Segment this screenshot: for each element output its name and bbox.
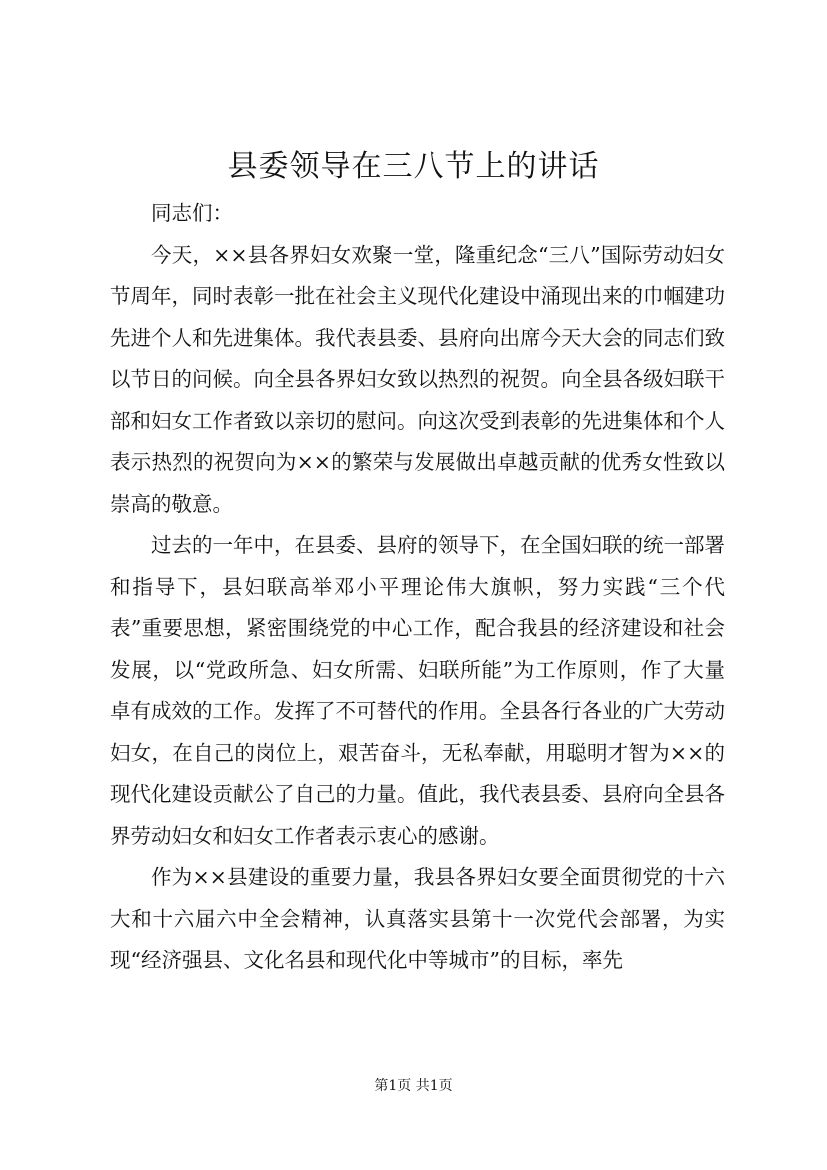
page-number-footer: 第1页 共1页 bbox=[374, 1078, 453, 1094]
document-body bbox=[110, 193, 725, 982]
paragraph-3: 作为××县建设的重要力量，我县各界妇女要全面贯彻党的十六大和十六届六中全会精神，认真落实县第十一次党代会部署，为实现“经济强县、文化名县和现代化中等城市”的目标，率先 bbox=[110, 865, 725, 972]
paragraph-2: 过去的一年中，在县委、县府的领导下，在全国妇联的统一部署和指导下，县妇联高举邓小平理论伟大旗帜，努力实践“三个代表”重要思想，紧密围绕党的中心工作，配合我县的经济建设和社会发展，以“党政所急、妇女所需、妇联所能”为工作原则，作了大量卓有成效的工作。发挥了不可替代的作用。全县各行各业的广大劳动妇女，在自己的岗位上，艰苦奋斗，无私奉献，用聪明才智为××的现代化建设贡献公了自己的力量。值此，我代表县委、县府向全县各界劳动妇女和妇女工作者表示衷心的感谢。 bbox=[110, 533, 725, 848]
paragraph-1: 今天，××县各界妇女欢聚一堂，隆重纪念“三八”国际劳动妇女节周年，同时表彰一批在社会主义现代化建设中涌现出来的巾帼建功先进个人和先进集体。我代表县委、县府向出席今天大会的同志们致以节日的问候。向全县各界妇女致以热烈的祝贺。向全县各级妇联干部和妇女工作者致以亲切的慰问。向这次受到表彰的先进集体和个人表示热烈的祝贺向为××的繁荣与发展做出卓越贡献的优秀女性致以崇高的敬意。 bbox=[110, 242, 725, 516]
document-title: 县委领导在三八节上的讲话 bbox=[227, 149, 600, 184]
greeting: 同志们： bbox=[151, 201, 233, 225]
